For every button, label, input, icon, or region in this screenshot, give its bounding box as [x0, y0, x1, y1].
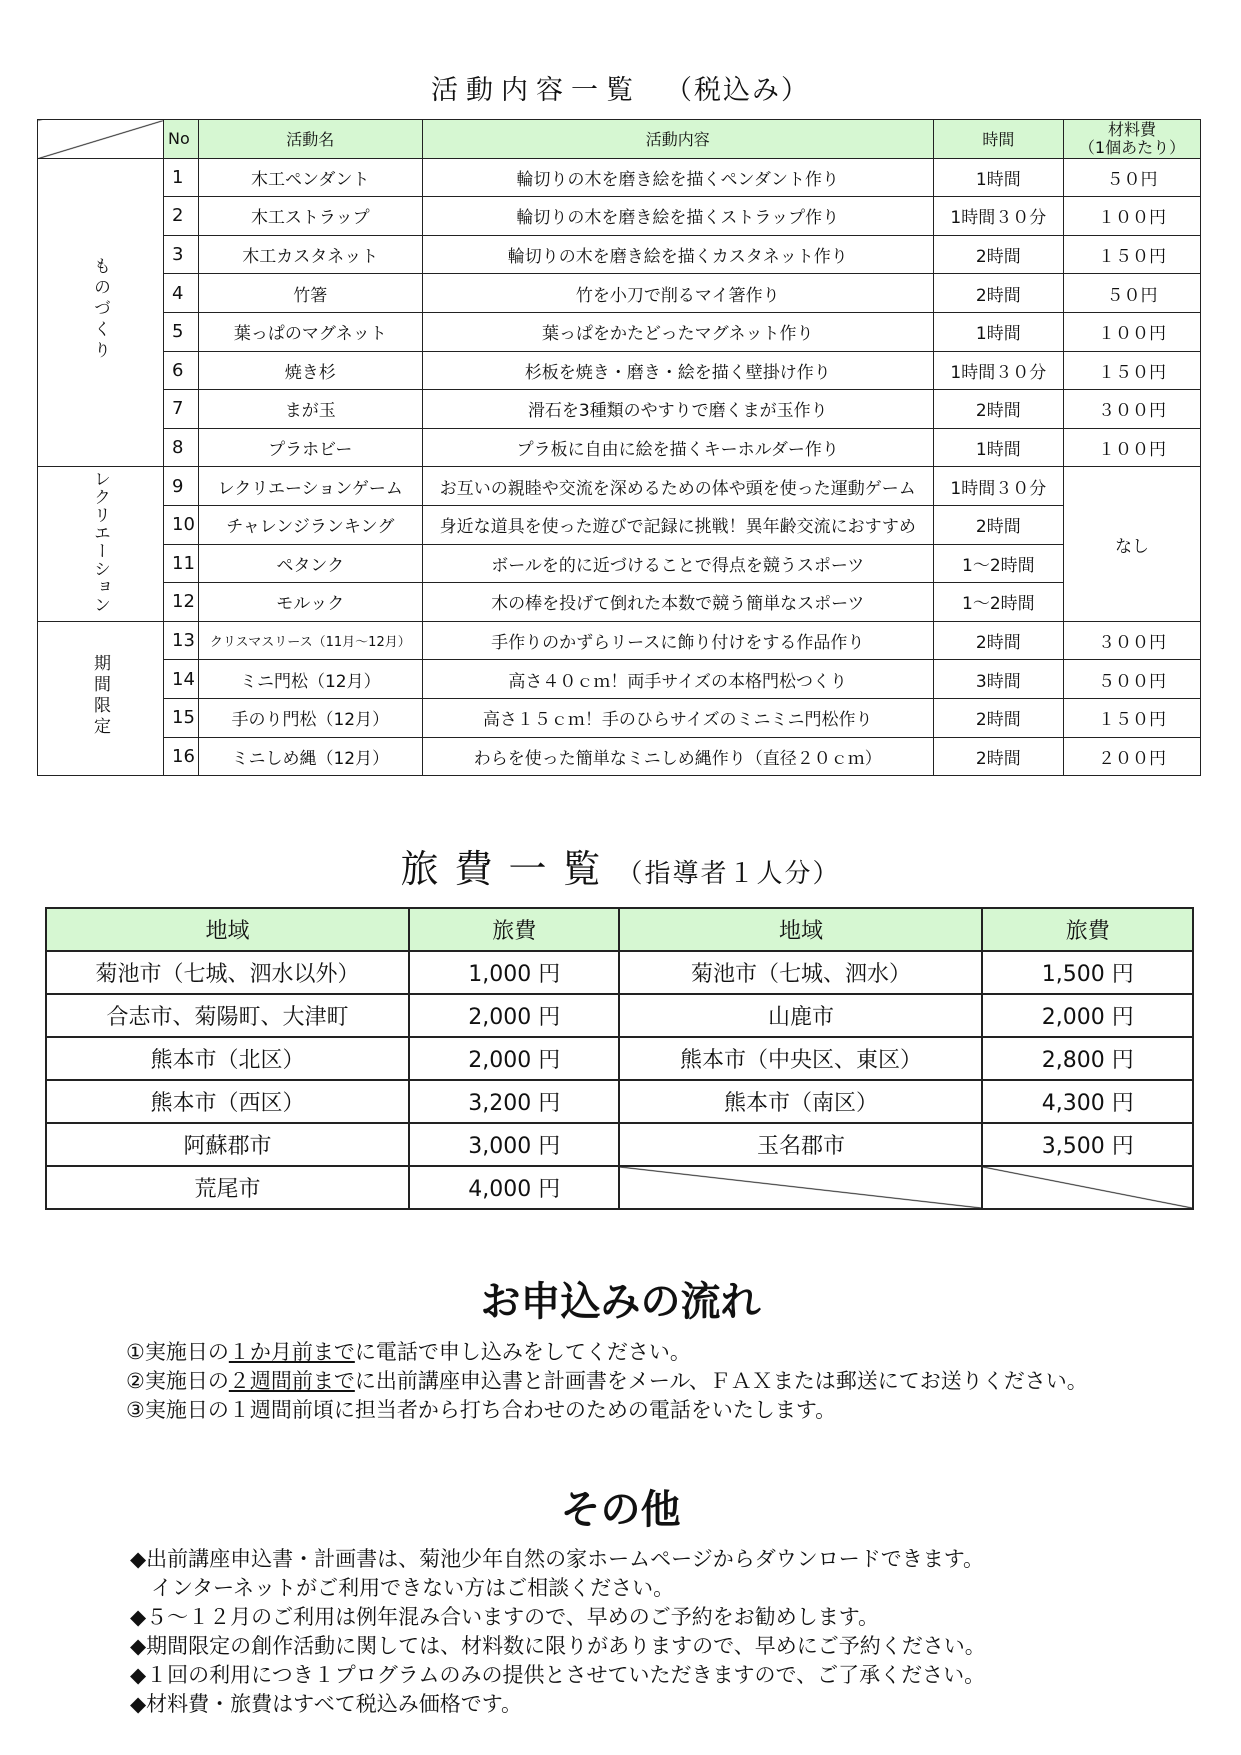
header-fee: 旅費	[409, 908, 620, 951]
header-name: 活動名	[198, 120, 422, 159]
fee-cell: 4,000 円	[409, 1166, 620, 1209]
header-region: 地域	[619, 908, 982, 951]
other-notes	[130, 1545, 986, 1719]
note-line: インターネットがご利用できない方はご相談ください。	[130, 1576, 675, 1600]
table-row	[38, 428, 1201, 467]
table-row	[46, 1123, 1193, 1166]
region-cell: 菊池市（七城、泗水以外）	[46, 951, 409, 994]
row-cost: １００円	[1063, 197, 1200, 236]
region-cell: 荒尾市	[46, 1166, 409, 1209]
row-name: ペタンク	[198, 544, 422, 583]
row-time: 2時間	[933, 737, 1063, 776]
row-time: 1～2時間	[933, 544, 1063, 583]
fee-cell: 1,500 円	[982, 951, 1193, 994]
table-row	[38, 583, 1201, 622]
region-cell: 玉名郡市	[619, 1123, 982, 1166]
row-name: 葉っぱのマグネット	[198, 312, 422, 351]
region-cell: 阿蘇郡市	[46, 1123, 409, 1166]
table-row	[38, 274, 1201, 313]
row-no: 1	[164, 158, 199, 197]
region-cell: 山鹿市	[619, 994, 982, 1037]
table-row	[38, 621, 1201, 660]
row-name: 木工カスタネット	[198, 235, 422, 274]
row-no: 13	[164, 621, 199, 660]
row-name: ミニ門松（12月）	[198, 660, 422, 699]
row-no: 6	[164, 351, 199, 390]
row-no: 9	[164, 467, 199, 506]
table-row	[38, 390, 1201, 429]
row-cost: ３００円	[1063, 390, 1200, 429]
header-fee: 旅費	[982, 908, 1193, 951]
table-row	[38, 235, 1201, 274]
row-time: 1時間３０分	[933, 351, 1063, 390]
flow-step-3: ③実施日の１週間前頃に担当者から打ち合わせのための電話をいたします。	[126, 1398, 837, 1422]
row-name: クリスマスリース（11月～12月）	[198, 621, 422, 660]
row-no: 11	[164, 544, 199, 583]
table-row	[38, 505, 1201, 544]
row-cost: １５０円	[1063, 698, 1200, 737]
row-content: わらを使った簡単なミニしめ縄作り（直径２０ｃｍ）	[422, 737, 933, 776]
row-time: 2時間	[933, 390, 1063, 429]
row-content: 滑石を3種類のやすりで磨くまが玉作り	[422, 390, 933, 429]
row-cost: １００円	[1063, 312, 1200, 351]
fee-cell: 2,000 円	[409, 994, 620, 1037]
row-name: 焼き杉	[198, 351, 422, 390]
fee-cell: 3,500 円	[982, 1123, 1193, 1166]
table-row	[38, 197, 1201, 236]
empty-slashed-cell	[982, 1166, 1193, 1209]
row-cost: ５０円	[1063, 158, 1200, 197]
fee-cell: 2,000 円	[982, 994, 1193, 1037]
note-line: ◆材料費・旅費はすべて税込み価格です。	[130, 1692, 523, 1716]
row-name: 木工ストラップ	[198, 197, 422, 236]
table-row	[38, 698, 1201, 737]
row-content: 高さ１５ｃｍ！手のひらサイズのミニミニ門松作り	[422, 698, 933, 737]
row-time: 1～2時間	[933, 583, 1063, 622]
row-no: 4	[164, 274, 199, 313]
row-content: 竹を小刀で削るマイ箸作り	[422, 274, 933, 313]
fee-cell: 2,800 円	[982, 1037, 1193, 1080]
row-content: 身近な道具を使った遊びで記録に挑戦！異年齢交流におすすめ	[422, 505, 933, 544]
table-row	[38, 660, 1201, 699]
table-header-row	[38, 120, 1201, 159]
row-content: 葉っぱをかたどったマグネット作り	[422, 312, 933, 351]
header-region: 地域	[46, 908, 409, 951]
region-cell: 熊本市（北区）	[46, 1037, 409, 1080]
travel-title: 旅費一覧（指導者１人分）	[400, 847, 841, 891]
row-cost: ５０円	[1063, 274, 1200, 313]
row-no: 8	[164, 428, 199, 467]
note-line: ◆５～１２月のご利用は例年混み合いますので、早めのご予約をお勧めします。	[130, 1605, 880, 1629]
row-no: 7	[164, 390, 199, 429]
row-no: 10	[164, 505, 199, 544]
table-row	[38, 312, 1201, 351]
row-no: 15	[164, 698, 199, 737]
row-cost: ５００円	[1063, 660, 1200, 699]
row-no: 2	[164, 197, 199, 236]
category-label: レクリエーション	[90, 469, 110, 614]
row-cost: ２００円	[1063, 737, 1200, 776]
region-cell: 熊本市（南区）	[619, 1080, 982, 1123]
row-time: 2時間	[933, 621, 1063, 660]
travel-table	[45, 907, 1194, 1210]
fee-cell: 1,000 円	[409, 951, 620, 994]
category-label: ものづくり	[90, 257, 110, 363]
row-cost: １５０円	[1063, 351, 1200, 390]
fee-cell: 2,000 円	[409, 1037, 620, 1080]
row-name: ミニしめ縄（12月）	[198, 737, 422, 776]
note-line: ◆１回の利用につき１プログラムのみの提供とさせていただきますので、ご了承ください。	[130, 1663, 986, 1687]
table-row	[46, 951, 1193, 994]
row-content: 輪切りの木を磨き絵を描くペンダント作り	[422, 158, 933, 197]
category-cell	[38, 621, 164, 775]
region-cell: 熊本市（中央区、東区）	[619, 1037, 982, 1080]
row-cost: １５０円	[1063, 235, 1200, 274]
diagonal-corner-cell	[38, 120, 164, 159]
row-name: 竹箸	[198, 274, 422, 313]
empty-slashed-cell	[619, 1166, 982, 1209]
row-time: 2時間	[933, 698, 1063, 737]
region-cell: 熊本市（西区）	[46, 1080, 409, 1123]
note-line: ◆出前講座申込書・計画書は、菊池少年自然の家ホームページからダウンロードできます。	[130, 1547, 985, 1571]
row-time: 2時間	[933, 235, 1063, 274]
row-time: 1時間	[933, 312, 1063, 351]
row-time: 3時間	[933, 660, 1063, 699]
header-time: 時間	[933, 120, 1063, 159]
table-header-row	[46, 908, 1193, 951]
table-row	[38, 544, 1201, 583]
header-content: 活動内容	[422, 120, 933, 159]
row-time: 1時間３０分	[933, 467, 1063, 506]
row-content: 輪切りの木を磨き絵を描くカスタネット作り	[422, 235, 933, 274]
header-cost: 材料費 （1個あたり）	[1063, 120, 1200, 159]
note-line: ◆期間限定の創作活動に関しては、材料数に限りがありますので、早めにご予約ください。	[130, 1634, 986, 1658]
row-content: プラ板に自由に絵を描くキーホルダー作り	[422, 428, 933, 467]
row-time: 1時間	[933, 158, 1063, 197]
table-row	[38, 737, 1201, 776]
row-time: 1時間３０分	[933, 197, 1063, 236]
row-no: 16	[164, 737, 199, 776]
row-content: 杉板を焼き・磨き・絵を描く壁掛け作り	[422, 351, 933, 390]
row-no: 12	[164, 583, 199, 622]
row-cost: ３００円	[1063, 621, 1200, 660]
fee-cell: 4,300 円	[982, 1080, 1193, 1123]
region-cell: 合志市、菊陽町、大津町	[46, 994, 409, 1037]
table-row	[46, 994, 1193, 1037]
fee-cell: 3,200 円	[409, 1080, 620, 1123]
category-cell	[38, 158, 164, 467]
row-content: 高さ４０ｃｍ！両手サイズの本格門松つくり	[422, 660, 933, 699]
table-row	[38, 351, 1201, 390]
table-row	[46, 1037, 1193, 1080]
row-content: 木の棒を投げて倒れた本数で競う簡単なスポーツ	[422, 583, 933, 622]
flow-steps	[126, 1338, 1088, 1425]
flow-step-2: ②実施日の２週間前までに出前講座申込書と計画書をメール、ＦＡＸまたは郵送にてお送りください。	[126, 1369, 1088, 1393]
row-time: 1時間	[933, 428, 1063, 467]
row-name: チャレンジランキング	[198, 505, 422, 544]
table-row	[38, 158, 1201, 197]
row-name: プラホビー	[198, 428, 422, 467]
row-no: 3	[164, 235, 199, 274]
region-cell: 菊池市（七城、泗水）	[619, 951, 982, 994]
flow-title: お申込みの流れ	[480, 1279, 761, 1325]
row-name: モルック	[198, 583, 422, 622]
table-row	[46, 1166, 1193, 1209]
row-content: 手作りのかずらリースに飾り付けをする作品作り	[422, 621, 933, 660]
flow-step-1: ①実施日の１か月前までに電話で申し込みをしてください。	[126, 1340, 691, 1364]
row-content: 輪切りの木を磨き絵を描くストラップ作り	[422, 197, 933, 236]
other-title: その他	[560, 1487, 681, 1533]
row-name: 手のり門松（12月）	[198, 698, 422, 737]
row-no: 14	[164, 660, 199, 699]
category-cell	[38, 467, 164, 621]
row-time: 2時間	[933, 505, 1063, 544]
row-cost: １００円	[1063, 428, 1200, 467]
row-name: レクリエーションゲーム	[198, 467, 422, 506]
row-cost: なし	[1063, 467, 1200, 621]
row-no: 5	[164, 312, 199, 351]
row-name: まが玉	[198, 390, 422, 429]
category-label: 期間限定	[90, 653, 110, 738]
header-no: No	[164, 120, 199, 159]
row-name: 木工ペンダント	[198, 158, 422, 197]
table-row	[46, 1080, 1193, 1123]
activities-table	[37, 119, 1201, 776]
table-row	[38, 467, 1201, 506]
row-content: お互いの親睦や交流を深めるための体や頭を使った運動ゲーム	[422, 467, 933, 506]
activities-title: 活動内容一覧 （税込み）	[431, 75, 810, 106]
row-content: ボールを的に近づけることで得点を競うスポーツ	[422, 544, 933, 583]
row-time: 2時間	[933, 274, 1063, 313]
fee-cell: 3,000 円	[409, 1123, 620, 1166]
